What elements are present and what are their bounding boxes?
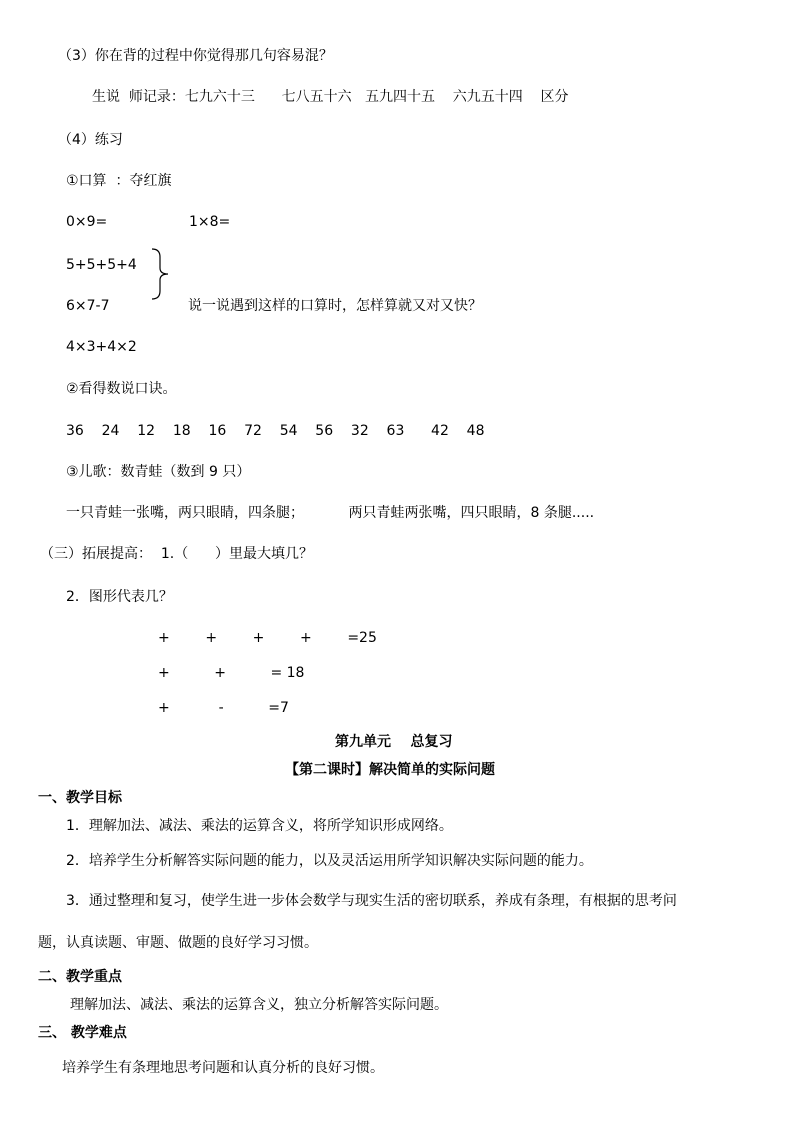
number-list: 36 24 12 18 16 72 54 56 32 63 42 48 (66, 423, 485, 439)
exercise-2-title: ②看得数说口诀。 (66, 381, 177, 397)
question-3-answer: 生说 师记录：七九六十三 七八五十六 五九四十五 六九五十四 区分 (92, 89, 569, 105)
calc-note: 说一说遇到这样的口算时，怎样算就又对又快？ (188, 298, 482, 314)
section-difficulties: 三、 教学难点 (38, 1025, 127, 1041)
extension-2: 2．图形代表几？ (66, 589, 173, 605)
goal-1: 1．理解加法、减法、乘法的运算含义，将所学知识形成网络。 (66, 818, 453, 834)
equation-3: + - =7 (158, 700, 289, 716)
section-teaching-goals: 一、教学目标 (38, 790, 122, 806)
rhyme-text: 一只青蛙一张嘴，两只眼睛，四条腿； 两只青蛙两张嘴，四只眼睛，8 条腿..... (66, 505, 595, 521)
exercise-3-title: ③儿歌：数青蛙（数到 9 只） (66, 464, 251, 480)
question-4: （4）练习 (58, 132, 123, 148)
goal-3-line-2: 题，认真读题、审题、做题的良好学习习惯。 (38, 935, 318, 951)
section-key-points: 二、教学重点 (38, 969, 122, 985)
calc-a: 0×9= (66, 214, 108, 230)
unit-title: 第九单元 总复习 (335, 734, 453, 750)
equation-1: + + + + =25 (158, 630, 377, 646)
equation-2: + + = 18 (158, 665, 305, 681)
lesson-title: 【第二课时】解决简单的实际问题 (285, 762, 495, 778)
goal-3-line-1: 3．通过整理和复习，使学生进一步体会数学与现实生活的密切联系，养成有条理，有根据的思考问 (66, 893, 677, 909)
goal-2: 2．培养学生分析解答实际问题的能力，以及灵活运用所学知识解决实际问题的能力。 (66, 853, 593, 869)
question-3: （3）你在背的过程中你觉得那几句容易混？ (58, 48, 333, 64)
difficulties-text: 培养学生有条理地思考问题和认真分析的良好习惯。 (62, 1060, 384, 1076)
extension-1: （三）拓展提高： 1.（ ）里最大填几？ (40, 546, 313, 562)
key-points-text: 理解加法、减法、乘法的运算含义，独立分析解答实际问题。 (70, 997, 448, 1013)
curly-brace-icon (148, 248, 172, 300)
calc-d: 6×7-7 (66, 298, 110, 314)
calc-e: 4×3+4×2 (66, 339, 137, 355)
calc-b: 1×8= (189, 214, 231, 230)
exercise-1-title: ①口算 ：夺红旗 (66, 173, 172, 189)
calc-c: 5+5+5+4 (66, 257, 137, 273)
